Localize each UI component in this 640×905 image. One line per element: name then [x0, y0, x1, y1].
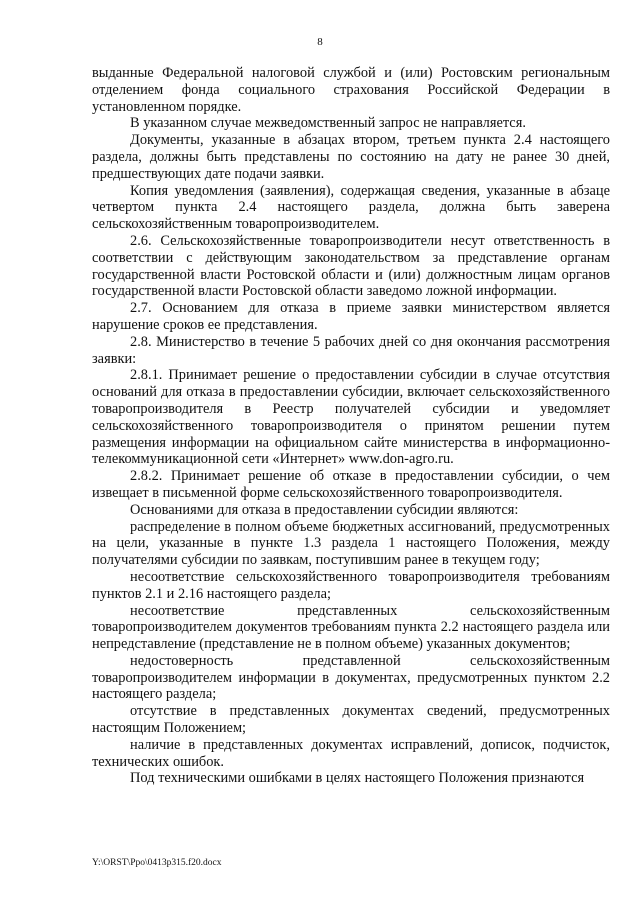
- document-body: [92, 65, 610, 787]
- paragraph: выданные Федеральной налоговой службой и (или) Ростовским региональным отделением фонда социального страхования Российской Федерации в установленном порядке.: [92, 65, 610, 115]
- paragraph: наличие в представленных документах исправлений, дописок, подчисток, технических ошибок.: [92, 736, 610, 770]
- paragraph: Под техническими ошибками в целях настоящего Положения признаются: [130, 770, 585, 787]
- paragraph: недостоверность представленной сельскохозяйственным товаропроизводителем информации в документах, предусмотренных пунктом 2.2 настоящего раздела;: [92, 652, 610, 703]
- paragraph: Основаниями для отказа в предоставлении субсидии являются:: [130, 501, 519, 518]
- paragraph: Копия уведомления (заявления), содержащая сведения, указанные в абзаце четвертом пункта 2.4 настоящего раздела, должна быть заверена сельскохозяйственным товаропроизводителем.: [92, 182, 610, 233]
- paragraph: несоответствие сельскохозяйственного товаропроизводителя требованиям пунктов 2.1 и 2.16 настоящего раздела;: [92, 568, 610, 602]
- page-number: 8: [317, 36, 323, 48]
- paragraph: 2.6. Сельскохозяйственные товаропроизводители несут ответственность в соответствии с действующим законодательством за представление органам государственной власти Ростовской области и (или) должностным лицам органов государственной власти Ростовской области заведомо ложной информации.: [92, 232, 610, 300]
- paragraph: Документы, указанные в абзацах втором, третьем пункта 2.4 настоящего раздела, должны быть представлены по состоянию на дату не ранее 30 дней, предшествующих дате подачи заявки.: [92, 132, 610, 182]
- paragraph: несоответствие представленных сельскохозяйственным товаропроизводителем документов требованиям пункта 2.2 настоящего раздела или непредставление (представление не в полном объеме) указанных документов;: [92, 602, 610, 653]
- paragraph: 2.8. Министерство в течение 5 рабочих дней со дня окончания рассмотрения заявки:: [92, 333, 610, 367]
- paragraph: отсутствие в представленных документах сведений, предусмотренных настоящим Положением;: [92, 703, 610, 737]
- paragraph: распределение в полном объеме бюджетных ассигнований, предусмотренных на цели, указанные в пункте 1.3 раздела 1 настоящего Положения, между получателями субсидии по заявкам, поступившим ранее в текущем году;: [92, 518, 610, 569]
- paragraph: 2.8.1. Принимает решение о предоставлении субсидии в случае отсутствия оснований для отказа в предоставлении субсидии, включает сельскохозяйственного товаропроизводителя в Реестр получателей субсидии и уведомляет сельскохозяйственного товаропроизводителя о принятом решении путем размещения информации на официальном сайте министерства в информационно-телекоммуникационной сети «Интернет» www.don-agro.ru.: [92, 367, 610, 468]
- paragraph: В указанном случае межведомственный запрос не направляется.: [130, 115, 526, 132]
- paragraph: 2.7. Основанием для отказа в приеме заявки министерством является нарушение сроков ее представления.: [92, 300, 610, 333]
- document-footer-path: Y:\ORST\Ppo\0413p315.f20.docx: [92, 858, 222, 868]
- paragraph: 2.8.2. Принимает решение об отказе в предоставлении субсидии, о чем извещает в письменной форме сельскохозяйственного товаропроизводителя.: [92, 468, 610, 501]
